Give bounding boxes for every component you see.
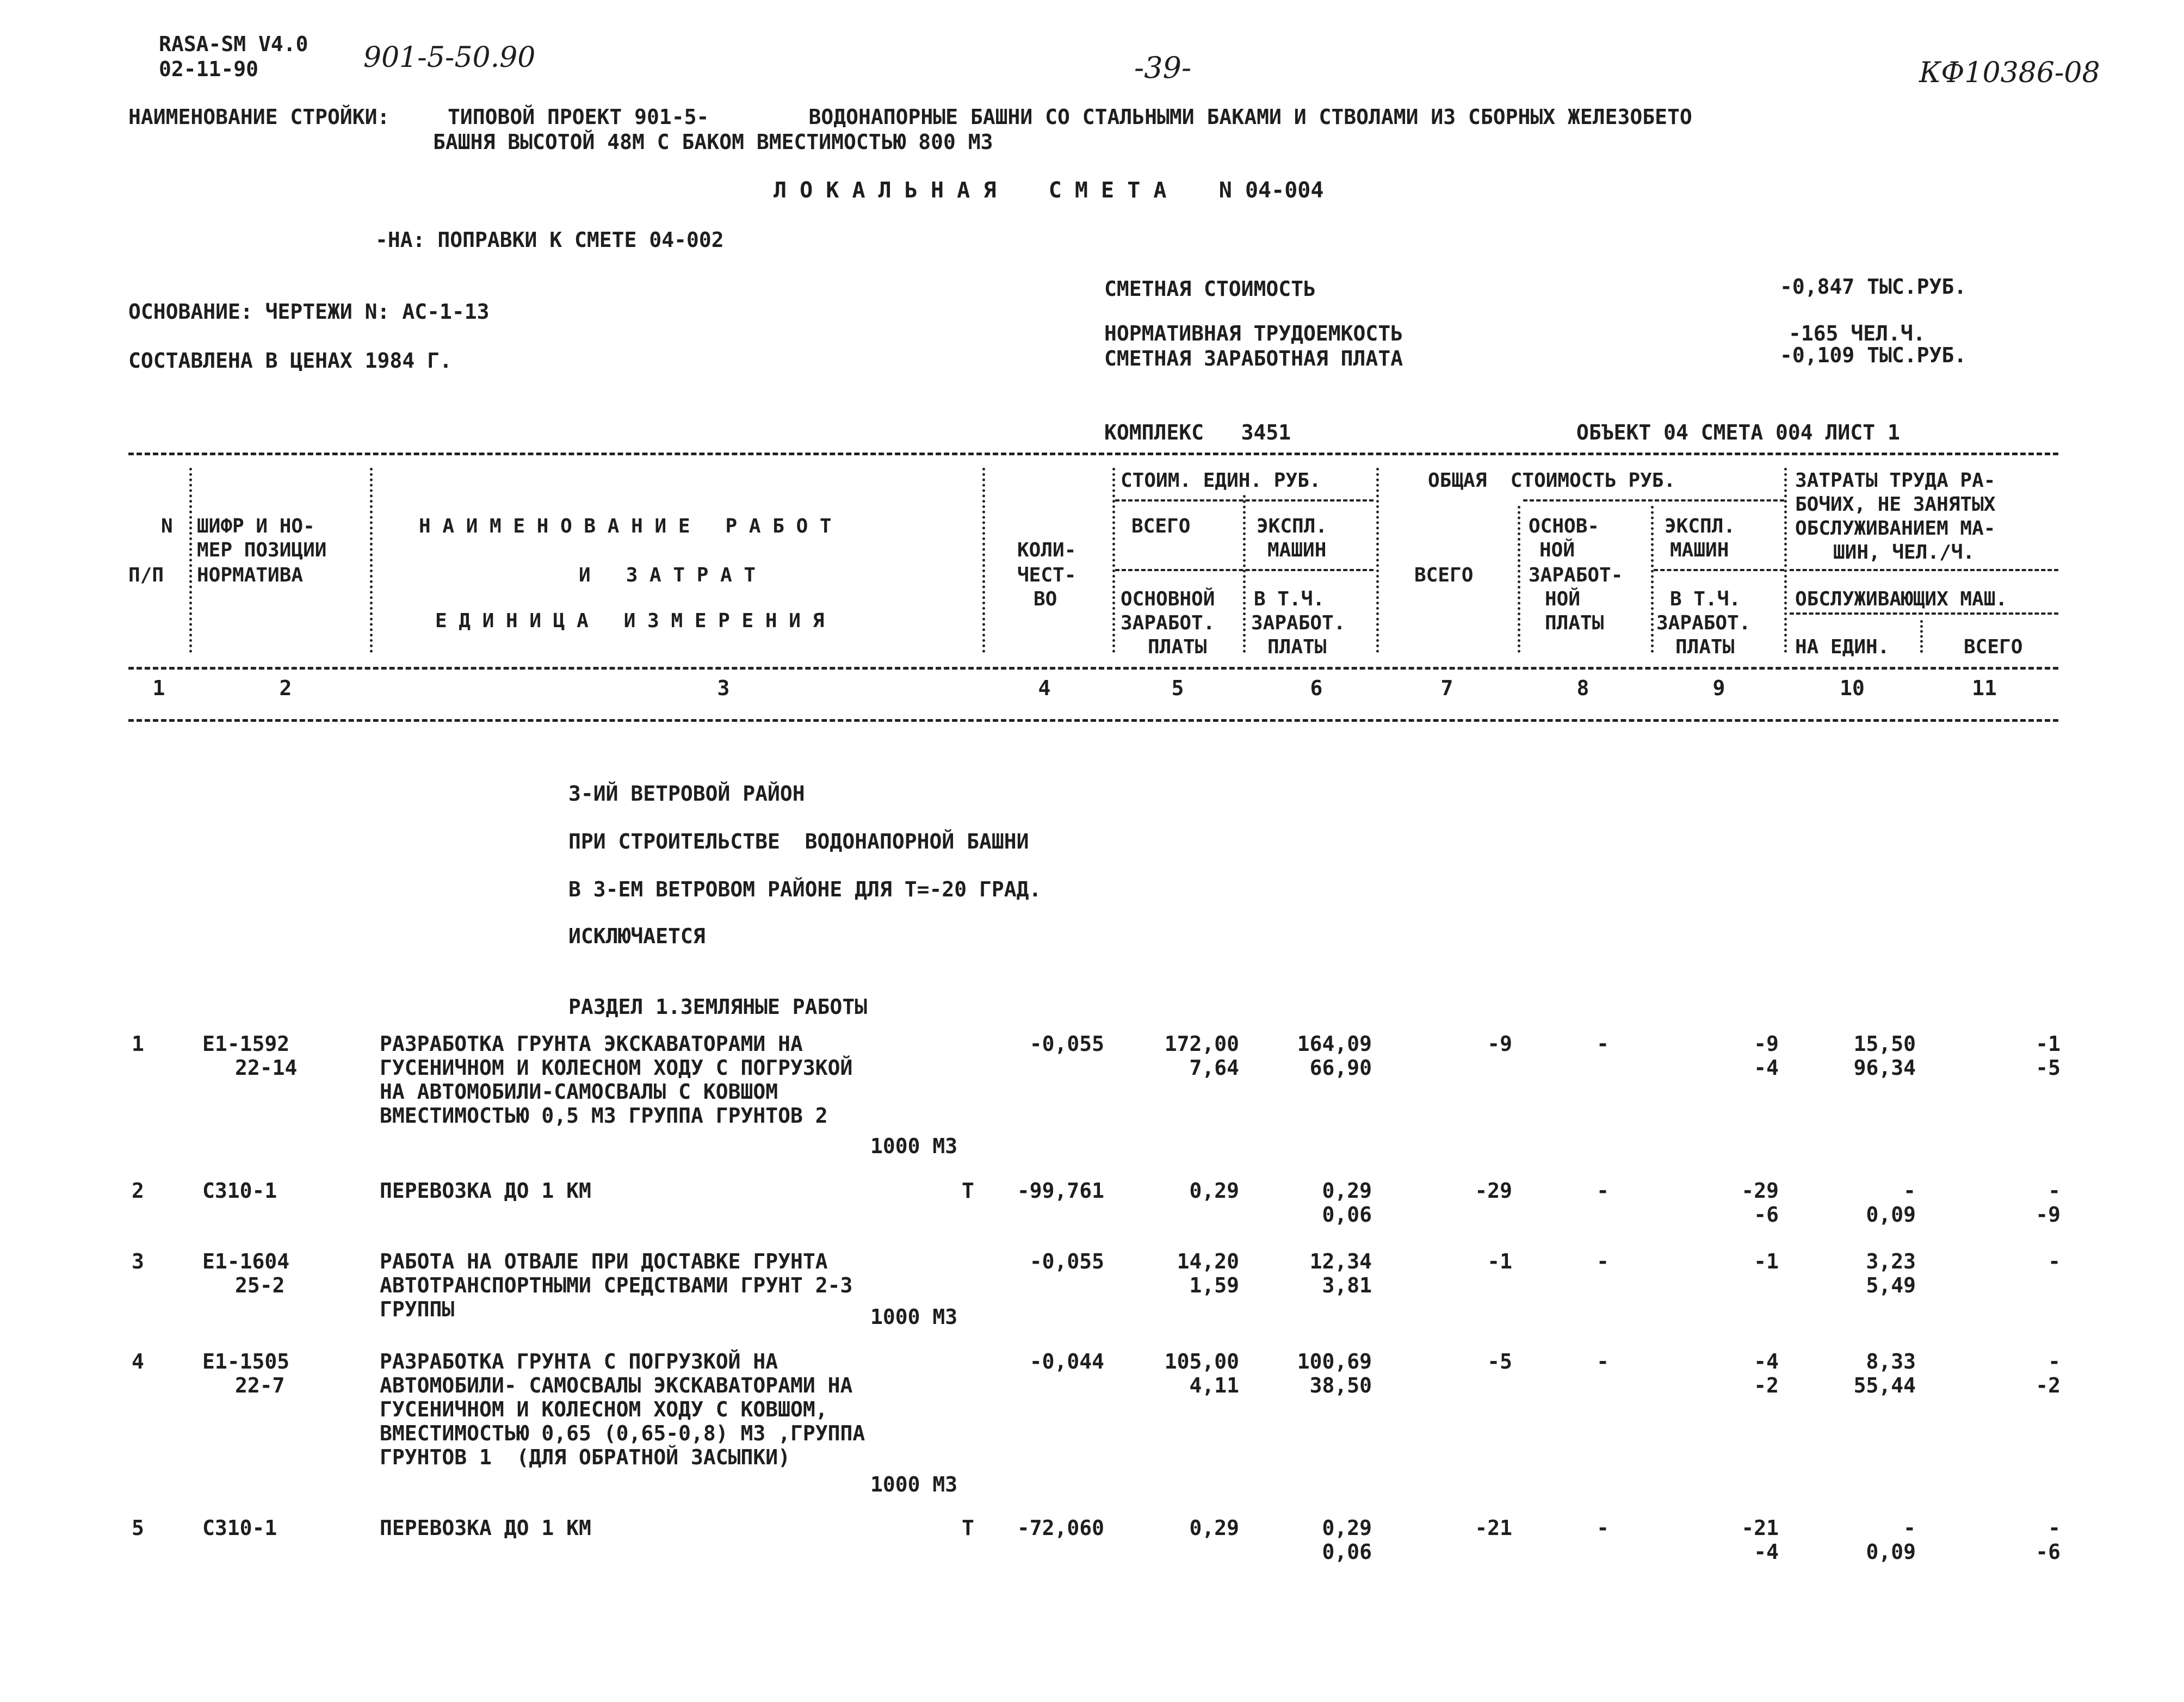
header-bottom-rule [128,667,2058,670]
row-unit-cost-machines: 38,50 [1309,1373,1372,1397]
col-sep [1784,468,1787,653]
row-machine-cost: -2 [1754,1373,1779,1397]
row-name-line: ВМЕСТИМОСТЬЮ 0,65 (0,65-0,8) М3 ,ГРУППА [380,1421,865,1445]
row-labor-total: -6 [2035,1540,2061,1564]
hdr-c1-line2: П/П [128,564,164,586]
row-code: Е1-1592 [202,1032,290,1056]
hdr-c9-line4: ЗАРАБОТ. [1656,612,1751,634]
hdr-c7: ВСЕГО [1414,564,1474,586]
construction-line-1: ТИПОВОЙ ПРОЕКТ 901-5- ВОДОНАПОРНЫЕ БАШНИ СО СТАЛЬНЫМИ БАКАМИ И СТВОЛАМИ ИЗ СБОРНЫХ ЖЕЛЕЗОБЕТО [448,105,1692,129]
row-total-cost: -21 [1475,1516,1512,1540]
row-total-cost: -5 [1487,1350,1512,1373]
hdr-c4-line2: ЧЕСТ- [1017,564,1076,586]
page-number: -39- [1134,51,1192,85]
row-unit-cost-total: 14,20 [1177,1249,1239,1273]
row-labor-per-unit: - [1903,1516,1916,1540]
row-unit-cost-total: 0,29 [1189,1516,1239,1540]
col-sep [1376,468,1379,653]
hdr-c5-line4: ПЛАТЫ [1148,636,1207,658]
row-base-wage: - [1597,1179,1609,1203]
row-unit-cost-machines: 0,06 [1322,1203,1372,1227]
hdr-c11: ВСЕГО [1964,636,2023,658]
hdr-c9-line2: МАШИН [1670,539,1729,561]
row-labor-total: -9 [2035,1203,2061,1227]
hdr-labor-line4: ШИН, ЧЕЛ./Ч. [1833,541,1975,564]
row-unit-cost-machines: 0,06 [1322,1540,1372,1564]
hdr-c8-line2: НОЙ [1539,539,1575,561]
row-machine-cost: -1 [1754,1249,1779,1273]
row-unit-cost-machines: 3,81 [1322,1273,1372,1297]
intro-line-1: 3-ИЙ ВЕТРОВОЙ РАЙОН [568,782,805,806]
row-name-line: НА АВТОМОБИЛИ-САМОСВАЛЫ С КОВШОМ [380,1080,778,1104]
row-labor-total: -2 [2035,1373,2061,1397]
row-labor-per-unit: 96,34 [1853,1056,1916,1080]
row-quantity: -0,044 [1029,1350,1104,1373]
labor-label: НОРМАТИВНАЯ ТРУДОЕМКОСТЬ [1104,321,1403,345]
hdr-c5-line2: ОСНОВНОЙ [1121,588,1215,610]
row-labor-per-unit: - [1903,1179,1916,1203]
estimate-subject: -НА: ПОПРАВКИ К СМЕТЕ 04-002 [375,228,724,252]
hdr-c8-line3: ЗАРАБОТ- [1529,564,1623,586]
row-labor-per-unit: 0,09 [1866,1540,1916,1564]
row-name-line: ГУСЕНИЧНОМ И КОЛЕСНОМ ХОДУ С ПОГРУЗКОЙ [380,1056,853,1080]
row-name-line: АВТОМОБИЛИ- САМОСВАЛЫ ЭКСКАВАТОРАМИ НА [380,1373,853,1397]
col-number-6: 6 [1310,676,1323,700]
row-number: 2 [132,1179,144,1203]
hdr-c6-line3: В Т.Ч. [1254,588,1325,610]
col-number-4: 4 [1038,676,1051,700]
row-quantity: -99,761 [1017,1179,1104,1203]
row-labor-total: -5 [2035,1056,2061,1080]
row-base-wage: - [1597,1516,1609,1540]
sub-rule [1523,499,1784,502]
row-name-line: ПЕРЕВОЗКА ДО 1 КМ [380,1516,591,1540]
row-labor-per-unit: 0,09 [1866,1203,1916,1227]
row-code: С310-1 [202,1179,277,1203]
row-machine-cost: -4 [1754,1540,1779,1564]
row-labor-per-unit: 15,50 [1853,1032,1916,1056]
column-numbers-rule [128,719,2058,722]
sub-rule [1115,569,1373,571]
col-sep [189,468,192,653]
row-labor-per-unit: 5,49 [1866,1273,1916,1297]
col-number-7: 7 [1440,676,1453,700]
row-base-wage: - [1597,1032,1609,1056]
row-code: Е1-1505 [202,1350,290,1373]
row-labor-total: - [2048,1350,2061,1373]
row-labor-total: - [2048,1179,2061,1203]
row-unit-cost-total: 7,64 [1189,1056,1239,1080]
hdr-labor-line2: БОЧИХ, НЕ ЗАНЯТЫХ [1795,493,1996,516]
row-unit: 1000 М3 [870,1134,958,1158]
hdr-c6-line4: ЗАРАБОТ. [1251,612,1346,634]
col-sep [1651,506,1654,653]
estimate-cost-value: -0,847 ТЫС.РУБ. [1780,275,1967,299]
row-unit-inline: Т [962,1516,974,1540]
hdr-c3-line1: Н А И М Е Н О В А Н И Е Р А Б О Т [419,515,832,537]
row-total-cost: -9 [1487,1032,1512,1056]
row-quantity: -0,055 [1029,1032,1104,1056]
sub-rule [1790,612,2058,615]
row-quantity: -72,060 [1017,1516,1104,1540]
row-total-cost: -1 [1487,1249,1512,1273]
object-sheet: ОБЪЕКТ 04 СМЕТА 004 ЛИСТ 1 [1576,420,1900,444]
row-number: 1 [132,1032,144,1056]
row-number: 5 [132,1516,144,1540]
header-top-rule [128,453,2058,455]
sub-rule [1790,569,2058,571]
wage-value: -0,109 ТЫС.РУБ. [1780,343,1967,367]
row-unit-cost-machines: 0,29 [1322,1179,1372,1203]
row-unit-cost-total: 4,11 [1189,1373,1239,1397]
col-sep [1243,495,1246,653]
construction-label: НАИМЕНОВАНИЕ СТРОЙКИ: [128,105,390,129]
hdr-c3-line3: Е Д И Н И Ц А И З М Е Р Е Н И Я [435,610,825,632]
row-name-line: РАЗРАБОТКА ГРУНТА С ПОГРУЗКОЙ НА [380,1350,778,1373]
row-machine-cost: -29 [1741,1179,1779,1203]
row-machine-cost: -21 [1741,1516,1779,1540]
col-sep [982,468,985,653]
row-machine-cost: -6 [1754,1203,1779,1227]
hdr-c5-line1: ВСЕГО [1131,515,1191,537]
row-unit-cost-machines: 66,90 [1309,1056,1372,1080]
hdr-c2-line3: НОРМАТИВА [197,564,304,586]
row-labor-per-unit: 8,33 [1866,1350,1916,1373]
hdr-labor-line3: ОБСЛУЖИВАНИЕМ МА- [1795,517,1996,540]
row-number: 3 [132,1249,144,1273]
sub-rule [1115,499,1373,502]
hdr-labor-line1: ЗАТРАТЫ ТРУДА РА- [1795,469,1996,492]
program-stamp: RASA-SM V4.0 [159,32,308,56]
row-code: 22-14 [235,1056,298,1080]
row-unit-cost-machines: 164,09 [1297,1032,1372,1056]
handwritten-code: 901-5-50.90 [363,41,536,74]
col-number-8: 8 [1576,676,1589,700]
hdr-labor-service: ОБСЛУЖИВАЮЩИХ МАШ. [1795,588,2008,610]
hdr-total-cost: ОБЩАЯ СТОИМОСТЬ РУБ. [1428,469,1676,492]
wage-label: СМЕТНАЯ ЗАРАБОТНАЯ ПЛАТА [1104,346,1403,370]
col-number-2: 2 [279,676,292,700]
row-unit-cost-machines: 12,34 [1309,1249,1372,1273]
row-machine-cost: -4 [1754,1056,1779,1080]
document-code: КФ10386-08 [1919,57,2100,89]
hdr-c10: НА ЕДИН. [1795,636,1890,658]
row-name-line: ГРУНТОВ 1 (ДЛЯ ОБРАТНОЙ ЗАСЫПКИ) [380,1445,790,1469]
hdr-c9-line3: В Т.Ч. [1670,588,1741,610]
col-number-9: 9 [1712,676,1725,700]
row-code: 22-7 [235,1373,285,1397]
hdr-c8-line4: НОЙ [1545,588,1581,610]
row-unit-cost-total: 105,00 [1164,1350,1239,1373]
row-name-line: ГРУППЫ [380,1297,455,1321]
hdr-c9-line1: ЭКСПЛ. [1665,515,1736,537]
intro-line-4: ИСКЛЮЧАЕТСЯ [568,924,706,948]
hdr-c4-line3: ВО [1034,588,1057,610]
program-date: 02-11-90 [159,57,259,81]
hdr-c5-line3: ЗАРАБОТ. [1121,612,1215,634]
labor-value: -165 ЧЕЛ.Ч. [1789,321,1926,345]
construction-line-2: БАШНЯ ВЫСОТОЙ 48М С БАКОМ ВМЕСТИМОСТЬЮ 800 М3 [433,130,993,154]
basis: ОСНОВАНИЕ: ЧЕРТЕЖИ N: АС-1-13 [128,300,490,324]
row-labor-per-unit: 3,23 [1866,1249,1916,1273]
row-machine-cost: -4 [1754,1350,1779,1373]
col-sep [1112,468,1115,653]
row-quantity: -0,055 [1029,1249,1104,1273]
row-unit-cost-total: 0,29 [1189,1179,1239,1203]
row-number: 4 [132,1350,144,1373]
complex-id: КОМПЛЕКС 3451 [1104,420,1291,444]
document-title: Л О К А Л Ь Н А Я С М Е Т А N 04-004 [774,178,1324,203]
row-unit-cost-machines: 0,29 [1322,1516,1372,1540]
price-basis: СОСТАВЛЕНА В ЦЕНАХ 1984 Г. [128,349,452,373]
intro-line-3: В 3-ЕМ ВЕТРОВОМ РАЙОНЕ ДЛЯ Т=-20 ГРАД. [568,877,1042,901]
section-title: РАЗДЕЛ 1.ЗЕМЛЯНЫЕ РАБОТЫ [568,995,868,1019]
row-labor-total: - [2048,1516,2061,1540]
hdr-c2-line1: ШИФР И НО- [197,515,315,537]
hdr-c9-line5: ПЛАТЫ [1675,636,1735,658]
col-number-10: 10 [1840,676,1865,700]
hdr-c3-line2: И З А Т Р А Т [579,564,756,586]
col-sep [1518,506,1520,653]
row-code: С310-1 [202,1516,277,1540]
col-number-3: 3 [717,676,730,700]
hdr-c8-line5: ПЛАТЫ [1545,612,1604,634]
hdr-unit-cost: СТОИМ. ЕДИН. РУБ. [1121,469,1321,492]
intro-line-2: ПРИ СТРОИТЕЛЬСТВЕ ВОДОНАПОРНОЙ БАШНИ [568,830,1029,853]
col-number-11: 11 [1972,676,1997,700]
row-name-line: ВМЕСТИМОСТЬЮ 0,5 М3 ГРУППА ГРУНТОВ 2 [380,1104,828,1128]
row-code: Е1-1604 [202,1249,290,1273]
hdr-c8-line1: ОСНОВ- [1529,515,1600,537]
col-sep [1920,620,1923,653]
row-labor-per-unit: 55,44 [1853,1373,1916,1397]
estimate-cost-label: СМЕТНАЯ СТОИМОСТЬ [1104,277,1316,301]
row-unit-cost-total: 172,00 [1164,1032,1239,1056]
hdr-c6-line2: МАШИН [1267,539,1327,561]
row-unit: 1000 М3 [870,1305,958,1329]
row-base-wage: - [1597,1249,1609,1273]
col-sep [370,468,373,653]
row-name-line: РАБОТА НА ОТВАЛЕ ПРИ ДОСТАВКЕ ГРУНТА [380,1249,828,1273]
row-name-line: РАЗРАБОТКА ГРУНТА ЭКСКАВАТОРАМИ НА [380,1032,803,1056]
hdr-c4-line1: КОЛИ- [1017,539,1076,561]
row-code: 25-2 [235,1273,285,1297]
row-labor-total: -1 [2035,1032,2061,1056]
hdr-c6-line5: ПЛАТЫ [1267,636,1327,658]
row-unit-inline: Т [962,1179,974,1203]
row-labor-total: - [2048,1249,2061,1273]
hdr-c1-line1: N [161,515,173,537]
col-number-1: 1 [152,676,165,700]
sub-rule [1654,569,1784,571]
row-unit: 1000 М3 [870,1472,958,1496]
row-total-cost: -29 [1475,1179,1512,1203]
row-name-line: ГУСЕНИЧНОМ И КОЛЕСНОМ ХОДУ С КОВШОМ, [380,1397,828,1421]
row-base-wage: - [1597,1350,1609,1373]
hdr-c6-line1: ЭКСПЛ. [1257,515,1328,537]
hdr-c2-line2: МЕР ПОЗИЦИИ [197,539,327,561]
row-unit-cost-machines: 100,69 [1297,1350,1372,1373]
row-unit-cost-total: 1,59 [1189,1273,1239,1297]
row-machine-cost: -9 [1754,1032,1779,1056]
row-name-line: АВТОТРАНСПОРТНЫМИ СРЕДСТВАМИ ГРУНТ 2-3 [380,1273,853,1297]
row-name-line: ПЕРЕВОЗКА ДО 1 КМ [380,1179,591,1203]
col-number-5: 5 [1171,676,1184,700]
